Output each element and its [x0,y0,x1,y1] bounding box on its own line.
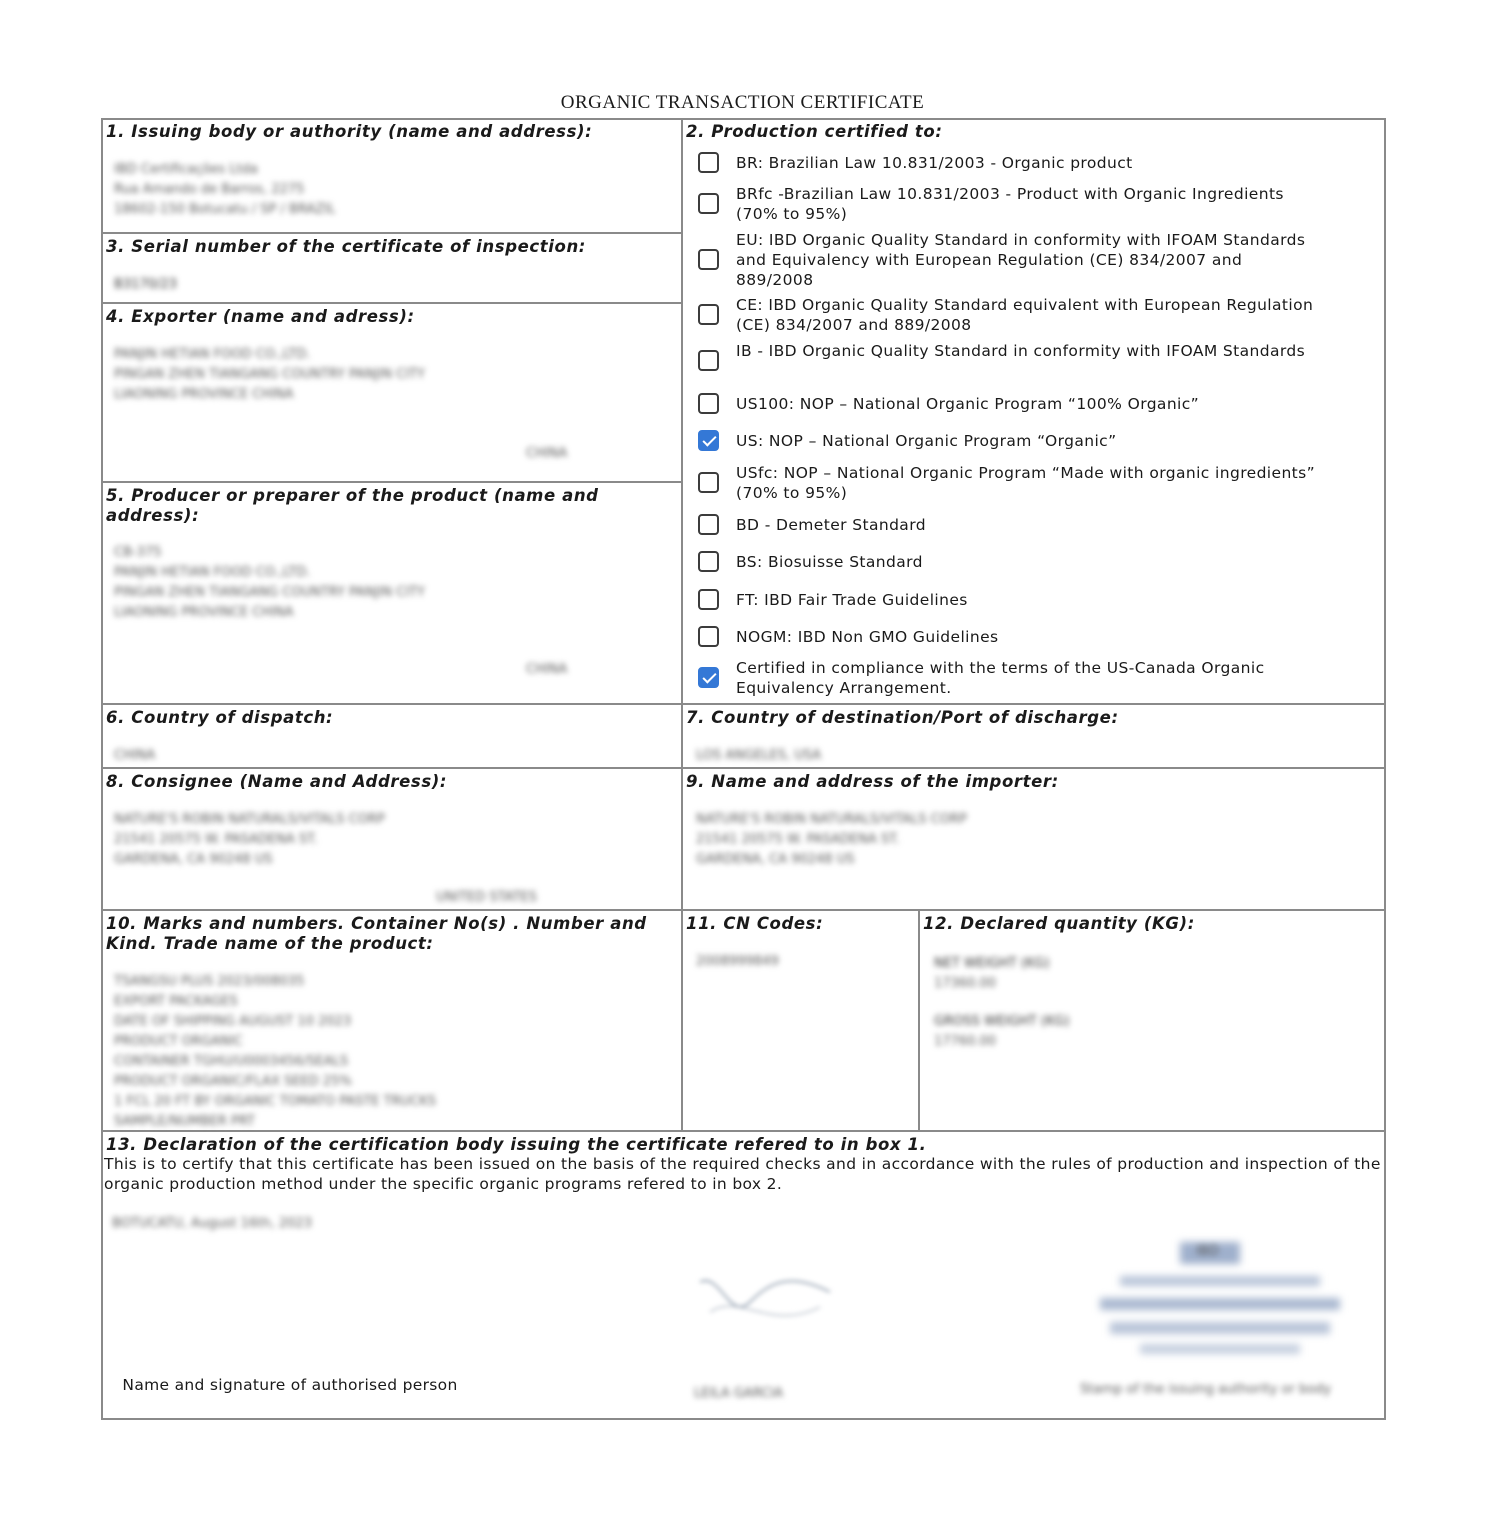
box13-label: 13. Declaration of the certification body issuing the certificate refered to in box 1. [106,1135,927,1154]
option-label-bs: BS: Biosuisse Standard [736,553,923,571]
box5-line-4: LIAONING PROVINCE CHINA [114,605,294,620]
checkbox-ft[interactable] [698,589,719,610]
box10-label: 10. Marks and numbers. Container No(s) . Number and Kind. Trade name of the product: [106,914,647,953]
box13-declaration-text: This is to certify that this certificate has been issued on the basis of the required checks and in accordance with the rules of production and inspection of the organic production method under the specific organic programs refered to in box 2. [104,1155,1381,1193]
box8-line-1: NATURE'S ROBIN NATURALS/VITALS CORP [114,812,385,827]
box12-net-label: NET WEIGHT (KG) [934,956,1050,971]
divider-row-10-12 [102,909,1385,911]
checkbox-ib[interactable] [698,350,719,371]
box11-value: 2008999849 [696,954,779,969]
option-label-ft: FT: IBD Fair Trade Guidelines [736,591,968,609]
checkbox-us100[interactable] [698,393,719,414]
box1-line-2: Rua Amando de Barros, 2275 [114,182,305,197]
stamp-caption: Stamp of the issuing authority or body [1080,1382,1332,1397]
box8-label: 8. Consignee (Name and Address): [106,772,448,791]
box8-country: UNITED STATES [436,890,537,905]
box7-value: LOS ANGELES, USA [696,748,822,763]
checkbox-us-canada[interactable] [698,667,719,688]
option-label-us-canada: Certified in compliance with the terms of the US-Canada Organic Equivalency Arrangement. [736,659,1265,697]
box2-label: 2. Production certified to: [686,122,943,141]
option-label-br: BR: Brazilian Law 10.831/2003 - Organic product [736,154,1133,172]
box10-line-8: SAMPLE/NUMBER PRT [114,1114,255,1129]
box4-line-2: PINGAN ZHEN TIANGANG COUNTRY PANJIN CITY [114,367,425,382]
document-title: ORGANIC TRANSACTION CERTIFICATE [560,92,925,113]
box10-line-6: PRODUCT ORGANIC/FLAX SEED 25% [114,1074,352,1089]
box13-place-date: BOTUCATU, August 16th, 2023 [112,1216,312,1231]
box3-label: 3. Serial number of the certificate of inspection: [106,237,587,256]
box10-line-4: PRODUCT ORGANIC [114,1034,243,1049]
box9-line-1: NATURE'S ROBIN NATURALS/VITALS CORP [696,812,967,827]
box10-line-3: DATE OF SHIPPING AUGUST 10 2023 [114,1014,352,1029]
divider-box3-4 [102,302,682,304]
box5-line-1: CB-375 [114,545,162,560]
checkbox-us[interactable] [698,430,719,451]
stamp-image [1080,1236,1360,1366]
option-label-ib: IB - IBD Organic Quality Standard in conformity with IFOAM Standards [736,342,1306,360]
box12-gross-value: 17760.00 [934,1034,997,1049]
option-label-us100: US100: NOP – National Organic Program “100% Organic” [736,395,1200,413]
box1-label: 1. Issuing body or authority (name and address): [106,122,593,141]
box9-line-2: 21541 20575 W. PASADENA ST. [696,832,900,847]
divider-vertical-main [681,119,683,1130]
box1-line-1: IBD Certificações Ltda [114,162,258,177]
box4-country: CHINA [526,446,568,461]
option-label-eu: EU: IBD Organic Quality Standard in conformity with IFOAM Standards and Equivalency with European Regulation (CE) 834/2007 and 889/2008 [736,231,1306,289]
box1-line-3: 18602-150 Botucatu / SP / BRAZIL [114,202,336,217]
box6-label: 6. Country of dispatch: [106,708,334,727]
box9-label: 9. Name and address of the importer: [686,772,1059,791]
signature-label: Name and signature of authorised person [122,1376,458,1394]
box4-label: 4. Exporter (name and adress): [106,307,415,326]
box11-label: 11. CN Codes: [686,914,824,933]
box4-line-1: PANJIN HETIAN FOOD CO.,LTD. [114,347,311,362]
option-label-nogm: NOGM: IBD Non GMO Guidelines [736,628,999,646]
option-label-ce: CE: IBD Organic Quality Standard equivalent with European Regulation (CE) 834/2007 and 889/2008 [736,296,1314,334]
option-label-us: US: NOP – National Organic Program “Organic” [736,432,1117,450]
checkbox-bd[interactable] [698,514,719,535]
divider-row-8-9 [102,767,1385,769]
box5-label: 5. Producer or preparer of the product (name and address): [106,486,599,525]
stamp-text: IBD [1196,1244,1219,1259]
checkbox-usfc[interactable] [698,472,719,493]
box4-line-3: LIAONING PROVINCE CHINA [114,387,294,402]
box10-line-7: 1 FCL 20 FT BY ORGANIC TOMATO PASTE TRUCKS [114,1094,436,1109]
box5-line-3: PINGAN ZHEN TIANGANG COUNTRY PANJIN CITY [114,585,425,600]
box7-label: 7. Country of destination/Port of discharge: [686,708,1119,727]
option-label-brfc: BRfc -Brazilian Law 10.831/2003 - Product with Organic Ingredients (70% to 95%) [736,185,1284,223]
box8-line-3: GARDENA, CA 90248 US [114,852,273,867]
box3-serial-value: B3170/23 [114,277,177,292]
checkbox-ce[interactable] [698,304,719,325]
box12-gross-label: GROSS WEIGHT (KG) [934,1014,1070,1029]
divider-box4-5 [102,481,682,483]
box8-line-2: 21541 20575 W. PASADENA ST. [114,832,318,847]
checkbox-br[interactable] [698,152,719,173]
option-label-usfc: USfc: NOP – National Organic Program “Made with organic ingredients” (70% to 95%) [736,464,1316,502]
checkbox-eu[interactable] [698,249,719,270]
divider-vertical-box11-12 [918,910,920,1130]
box9-line-3: GARDENA, CA 90248 US [696,852,855,867]
checkbox-brfc[interactable] [698,193,719,214]
divider-box1-3 [102,232,682,234]
divider-row-6-7 [102,703,1385,705]
box6-value: CHINA [114,748,156,763]
box5-line-2: PANJIN HETIAN FOOD CO.,LTD. [114,565,311,580]
signature-image [690,1262,850,1342]
box5-country: CHINA [526,662,568,677]
divider-row-13 [102,1130,1385,1132]
checkbox-nogm[interactable] [698,626,719,647]
box12-net-value: 17360.00 [934,976,997,991]
box12-label: 12. Declared quantity (KG): [923,914,1195,933]
box10-line-2: EXPORT PACKAGES [114,994,238,1009]
box10-line-5: CONTAINER TGHU/U0003456/SEALS [114,1054,349,1069]
signer-name: LEILA GARCIA [694,1386,784,1401]
checkbox-bs[interactable] [698,551,719,572]
box10-line-1: TSANGSU PLUS 2023/008035 [114,974,305,989]
option-label-bd: BD - Demeter Standard [736,516,926,534]
